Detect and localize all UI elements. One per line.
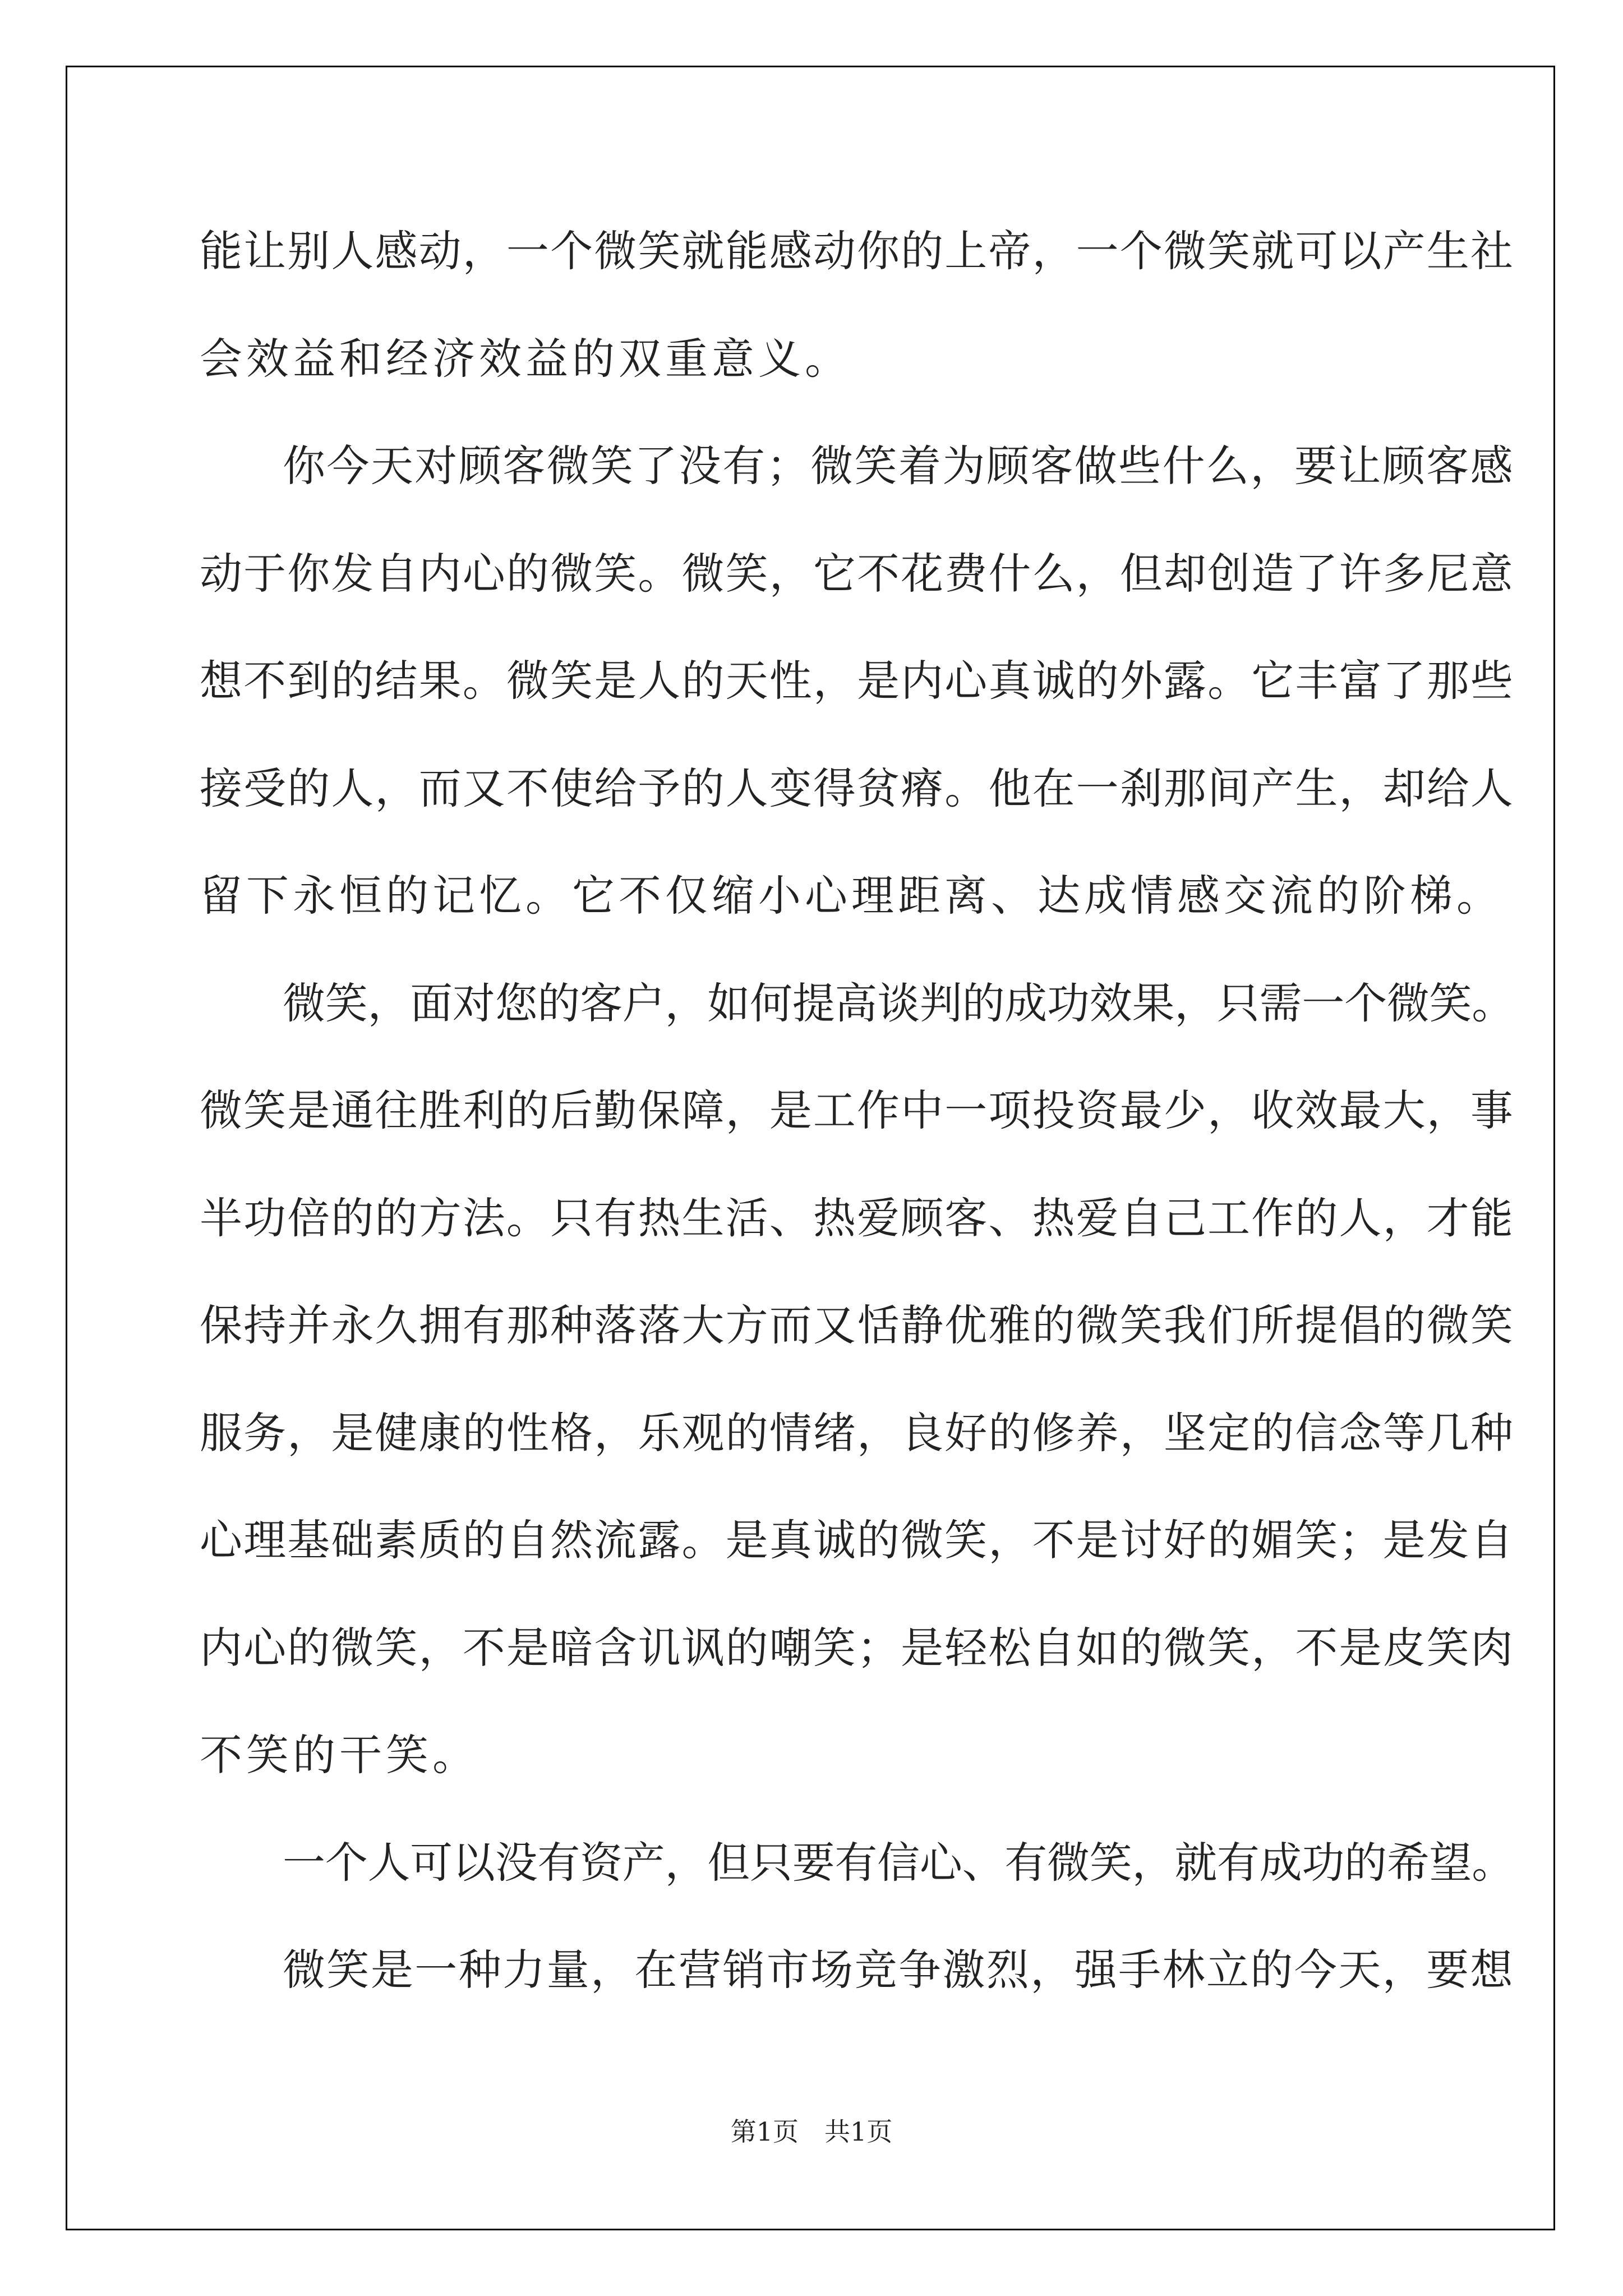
text-line: 想不到的结果。微笑是人的天性，是内心真诚的外露。它丰富了那些 [200, 656, 1514, 706]
text-line: 保持并永久拥有那种落落大方而又恬静优雅的微笑我们所提倡的微笑 [200, 1300, 1514, 1350]
paragraph-first-line: 你今天对顾客微笑了没有；微笑着为顾客做些什么，要让顾客感 [283, 441, 1514, 491]
page-border [66, 66, 1555, 2230]
text-line: 心理基础素质的自然流露。是真诚的微笑，不是讨好的媚笑；是发自 [200, 1515, 1514, 1565]
text-line: 不笑的干笑。 [200, 1730, 479, 1780]
paragraph-first-line: 微笑，面对您的客户，如何提高谈判的成功效果，只需一个微笑。 [283, 978, 1514, 1028]
text-line: 半功倍的的方法。只有热生活、热爱顾客、热爱自己工作的人，才能 [200, 1193, 1514, 1243]
text-line: 微笑是通往胜利的后勤保障，是工作中一项投资最少，收效最大，事 [200, 1085, 1514, 1135]
text-line: 留下永恒的记忆。它不仅缩小心理距离、达成情感交流的阶梯。 [200, 871, 1503, 921]
page-count: 共1页 [824, 2116, 893, 2147]
text-line: 服务，是健康的性格，乐观的情绪，良好的修养，坚定的信念等几种 [200, 1408, 1514, 1458]
text-line: 接受的人，而又不使给予的人变得贫瘠。他在一刹那间产生，却给人 [200, 763, 1514, 813]
text-line: 能让别人感动，一个微笑就能感动你的上帝，一个微笑就可以产生社 [200, 226, 1514, 276]
text-line: 会效益和经济效益的双重意义。 [200, 334, 851, 384]
page-number: 第1页 [730, 2116, 799, 2147]
page-footer [0, 2115, 1623, 2148]
text-line: 内心的微笑，不是暗含讥讽的嘲笑；是轻松自如的微笑，不是皮笑肉 [200, 1623, 1514, 1673]
paragraph-first-line: 微笑是一种力量，在营销市场竞争激烈，强手林立的今天，要想 [283, 1945, 1514, 1995]
paragraph-first-line: 一个人可以没有资产，但只要有信心、有微笑，就有成功的希望。 [283, 1838, 1514, 1888]
text-line: 动于你发自内心的微笑。微笑，它不花费什么，但却创造了许多尼意 [200, 549, 1514, 599]
